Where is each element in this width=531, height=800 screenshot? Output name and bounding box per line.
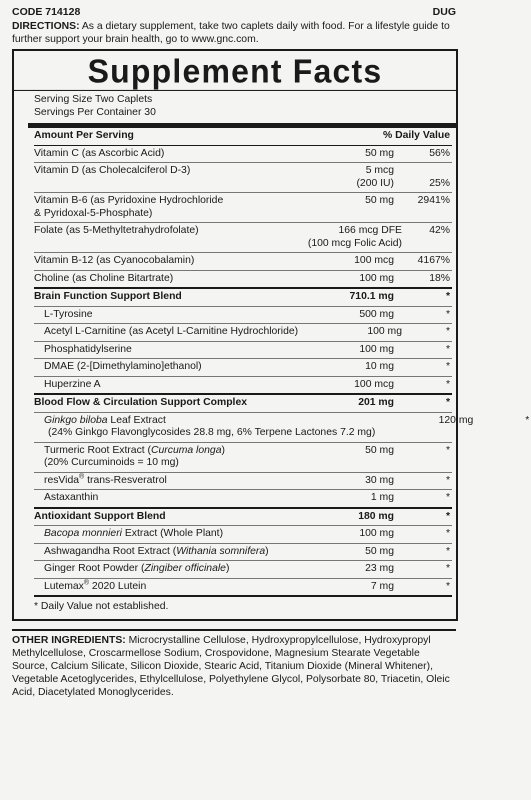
nutrient-name: Vitamin D (as Cholecalciferol D-3) bbox=[34, 165, 191, 176]
item-name bbox=[34, 475, 296, 488]
registered-mark: ® bbox=[79, 473, 85, 481]
nutrient-row bbox=[34, 146, 452, 164]
nutrient-name: Folate (as 5-Methyltetrahydrofolate) bbox=[34, 225, 199, 236]
nutrient-amount bbox=[282, 225, 412, 250]
serving-info bbox=[28, 90, 456, 128]
serving-size: Serving Size Two Caplets bbox=[34, 94, 153, 105]
blend-name: Antioxidant Support Blend bbox=[34, 510, 166, 522]
item-name: Acetyl L-Carnitine (as Acetyl L-Carnitine Hydrochloride) bbox=[44, 326, 299, 337]
item-amount: 120 mg bbox=[438, 414, 474, 426]
name-part: ) bbox=[225, 563, 230, 574]
blend-item bbox=[34, 490, 452, 509]
nutrient-amount: 50 mg bbox=[365, 195, 394, 206]
item-amount: 100 mg bbox=[359, 343, 394, 355]
blend-row-antioxidant bbox=[34, 509, 452, 527]
nutrient-amount: 100 mg bbox=[359, 272, 394, 284]
name-part: 2020 Lutein bbox=[89, 580, 147, 592]
amount-header: Amount Per Serving bbox=[34, 130, 134, 141]
item-amount: 1 mg bbox=[370, 492, 394, 503]
blend-name: Brain Function Support Blend bbox=[34, 291, 182, 302]
blend-amount: 710.1 mg bbox=[349, 291, 394, 302]
item-name: Huperzine A bbox=[44, 378, 101, 390]
nutrient-dv: 42% bbox=[429, 225, 450, 236]
item-amount: 7 mg bbox=[370, 580, 394, 592]
nutrient-amount: 100 mcg bbox=[354, 255, 394, 266]
name-rest: Leaf Extract bbox=[107, 414, 166, 426]
nutrient-amount: 50 mg bbox=[365, 147, 394, 159]
nutrient-row bbox=[34, 271, 452, 290]
blend-item bbox=[34, 342, 452, 360]
item-amount: 50 mg bbox=[365, 545, 394, 557]
name-part: trans-Resveratrol bbox=[84, 474, 167, 486]
blend-amount: 201 mg bbox=[358, 397, 394, 408]
blend-item bbox=[34, 579, 452, 598]
item-dv: * bbox=[445, 361, 450, 372]
item-amount: 100 mg bbox=[359, 528, 394, 539]
amount-line-2: (100 mcg Folic Acid) bbox=[307, 237, 402, 249]
item-amount: 100 mcg bbox=[354, 378, 394, 390]
name-part: resVida bbox=[44, 474, 80, 486]
product-code: CODE 714128 bbox=[12, 6, 81, 18]
name-line-2: & Pyridoxal-5-Phosphate) bbox=[34, 207, 153, 219]
blend-item bbox=[34, 359, 452, 377]
botanical-name: Bacopa monnieri bbox=[44, 528, 122, 539]
amount-line: 166 mcg DFE bbox=[338, 225, 402, 236]
nutrient-dv: 18% bbox=[429, 272, 450, 284]
nutrient-row bbox=[34, 223, 452, 253]
item-amount: 30 mg bbox=[365, 474, 394, 486]
blend-item bbox=[34, 526, 452, 544]
item-detail: (20% Curcuminoids = 10 mg) bbox=[44, 457, 179, 468]
blend-name: Blood Flow & Circulation Support Complex bbox=[34, 397, 248, 408]
nutrient-row bbox=[34, 163, 452, 193]
supplement-facts-panel bbox=[12, 49, 530, 621]
name-part: ) bbox=[265, 545, 269, 557]
item-name bbox=[34, 445, 296, 470]
name-part: Lutemax bbox=[44, 580, 84, 592]
item-amount: 500 mg bbox=[359, 308, 394, 320]
item-name bbox=[34, 528, 296, 541]
nutrient-name bbox=[34, 195, 296, 220]
item-amount: 23 mg bbox=[365, 563, 394, 574]
nutrient-row bbox=[34, 253, 452, 271]
blend-dv: * bbox=[445, 291, 450, 302]
other-ingredients bbox=[12, 629, 456, 700]
blend-item bbox=[34, 307, 452, 325]
item-dv: * bbox=[445, 545, 450, 557]
item-dv: * bbox=[445, 563, 450, 574]
botanical-name: Ginkgo biloba bbox=[44, 414, 108, 426]
lot-code: DUG bbox=[432, 6, 456, 18]
directions-text: As a dietary supplement, take two caplets daily with food. For a lifestyle guide to further support your brain health, go to www.gnc.com. bbox=[12, 21, 450, 45]
item-name: L-Tyrosine bbox=[44, 308, 93, 320]
other-ingredients-text: Microcrystalline Cellulose, Hydroxypropylcellulose, Hydroxypropyl Methylcellulose, Croscarmellose Sodium, Crospovidone, Magnesium Stearate Vegetable Source, Calcium Silicate, Silicon Dioxide, Stearic Acid, Titanium Dioxide (Mineral Whitener), Vegetable Acetoglycerides, Ethylcellulose, Polyethylene Glycol, Polysorbate 80, Triacetin, Oleic Acid, Diacetylated Monoglycerides. bbox=[12, 634, 450, 699]
item-dv: * bbox=[445, 343, 450, 355]
item-dv: * bbox=[445, 580, 450, 592]
name-part: Ginger Root Powder ( bbox=[44, 563, 145, 574]
column-header bbox=[34, 128, 452, 146]
item-amount: 100 mg bbox=[367, 326, 402, 337]
blend-amount: 180 mg bbox=[358, 510, 394, 522]
item-name: DMAE (2-[Dimethylamino]ethanol) bbox=[44, 361, 202, 372]
blend-item bbox=[34, 544, 452, 562]
blend-row-blood-flow bbox=[34, 395, 452, 413]
facts-title: Supplement Facts bbox=[14, 50, 456, 91]
nutrient-row bbox=[34, 193, 452, 223]
nutrient-dv: 25% bbox=[429, 177, 450, 189]
name-part: Ashwagandha Root Extract ( bbox=[44, 545, 177, 557]
name-line: Vitamin B-6 (as Pyridoxine Hydrochloride bbox=[34, 195, 224, 206]
blend-item bbox=[34, 324, 452, 342]
nutrient-dv: 4167% bbox=[417, 255, 450, 266]
item-dv: * bbox=[445, 308, 450, 320]
nutrient-dv: 56% bbox=[429, 147, 450, 159]
directions bbox=[12, 21, 456, 46]
name-part: ) bbox=[221, 444, 225, 456]
blend-item bbox=[34, 377, 452, 396]
registered-mark: ® bbox=[83, 579, 90, 587]
item-name: Astaxanthin bbox=[44, 492, 99, 503]
directions-label: DIRECTIONS: bbox=[12, 21, 80, 32]
nutrient-name: Choline (as Choline Bitartrate) bbox=[34, 272, 174, 284]
item-dv: * bbox=[445, 474, 450, 486]
blend-dv: * bbox=[445, 397, 450, 408]
name-part: Turmeric Root Extract ( bbox=[44, 444, 152, 456]
item-name bbox=[34, 581, 296, 594]
dv-header: % Daily Value bbox=[383, 130, 450, 141]
blend-item bbox=[34, 443, 452, 473]
amount-line: 5 mcg bbox=[365, 165, 394, 176]
item-dv: * bbox=[445, 444, 450, 456]
code-line bbox=[12, 6, 456, 19]
item-name bbox=[34, 563, 296, 576]
item-dv: * bbox=[445, 326, 450, 337]
nutrient-name: Vitamin B-12 (as Cyanocobalamin) bbox=[34, 255, 195, 266]
botanical-name: Curcuma longa bbox=[151, 444, 222, 456]
item-name bbox=[34, 546, 296, 559]
botanical-name: Withania somnifera bbox=[176, 545, 266, 557]
item-dv: * bbox=[445, 378, 450, 390]
item-name bbox=[34, 415, 375, 440]
blend-item bbox=[34, 413, 530, 443]
nutrient-name: Vitamin C (as Ascorbic Acid) bbox=[34, 147, 165, 159]
item-dv: * bbox=[445, 528, 450, 539]
item-name: Phosphatidylserine bbox=[44, 343, 132, 355]
item-detail: (24% Ginkgo Flavonglycosides 28.8 mg, 6% Terpene Lactones 7.2 mg) bbox=[48, 427, 376, 438]
footnote: * Daily Value not established. bbox=[34, 601, 169, 612]
servings-per-container: Servings Per Container 30 bbox=[34, 106, 156, 118]
name-rest: Extract (Whole Plant) bbox=[121, 528, 224, 539]
nutrient-dv: 2941% bbox=[417, 195, 450, 206]
other-ingredients-label: OTHER INGREDIENTS: bbox=[12, 634, 126, 646]
blend-dv: * bbox=[445, 510, 450, 522]
blend-item bbox=[34, 561, 452, 579]
botanical-name: Zingiber officinale bbox=[144, 563, 226, 574]
item-amount: 50 mg bbox=[365, 444, 394, 456]
item-dv: * bbox=[445, 492, 450, 503]
blend-row-brain bbox=[34, 289, 452, 307]
blend-item bbox=[34, 473, 452, 491]
item-amount: 10 mg bbox=[365, 361, 394, 372]
item-dv: * bbox=[525, 414, 530, 426]
nutrient-amount bbox=[296, 165, 404, 190]
amount-line-2: (200 IU) bbox=[356, 177, 394, 189]
